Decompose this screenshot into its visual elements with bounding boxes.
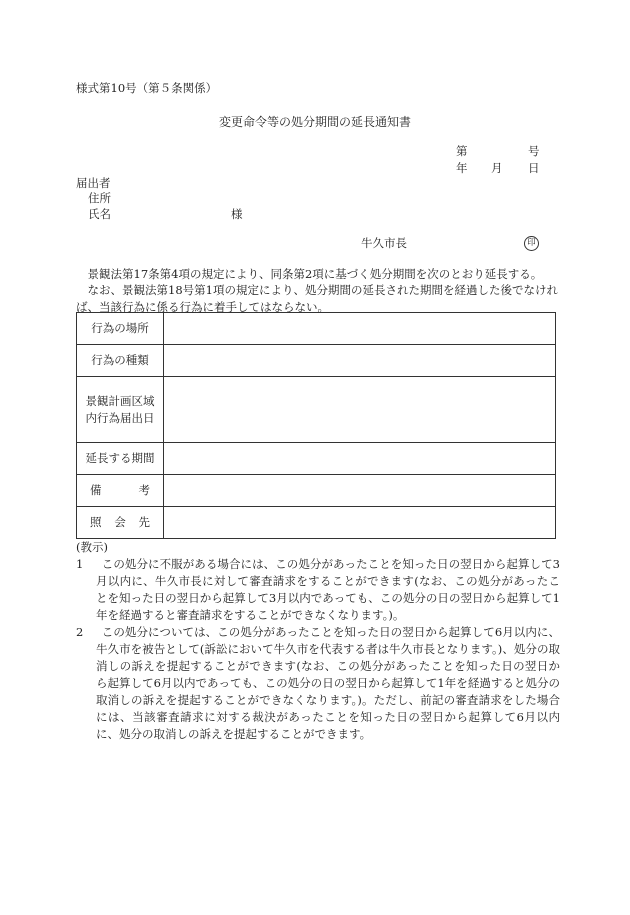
notice-item-1-text: この処分に不服がある場合には、この処分があったことを知った日の翌日から起算して3月以内に、牛久市長に対して審査請求をすることができます(なお、この処分があったことを知った日の翌日から起算して3月以内であっても、この処分の日の翌日から起算して1年を経過すると審査請求をすることができなくなります。)。 bbox=[96, 557, 560, 622]
doc-number-prefix: 第 bbox=[456, 144, 468, 158]
label-action-type: 行為の種類 bbox=[77, 345, 164, 377]
recipient-heading: 届出者 bbox=[76, 176, 111, 190]
table-row bbox=[77, 507, 556, 539]
notice-item-1 bbox=[76, 556, 560, 624]
recipient-name-label: 氏名 bbox=[88, 207, 111, 221]
label-remarks-text: 備考 bbox=[90, 483, 150, 497]
value-notification-date[interactable] bbox=[164, 377, 556, 443]
details-table bbox=[76, 312, 556, 539]
doc-number-suffix: 号 bbox=[528, 144, 540, 158]
table-row bbox=[77, 345, 556, 377]
date-year: 年 bbox=[456, 161, 468, 175]
notice-heading: (教示) bbox=[76, 540, 108, 554]
value-contact[interactable] bbox=[164, 507, 556, 539]
table-row bbox=[77, 475, 556, 507]
issuer-title: 牛久市長 bbox=[361, 236, 407, 250]
label-extension-period: 延長する期間 bbox=[77, 443, 164, 475]
notice-item-2-number: 2 bbox=[76, 625, 84, 639]
body-paragraph-1: 景観法第17条第4項の規定により、同条第2項に基づく処分期間を次のとおり延長する。 bbox=[87, 267, 543, 281]
document-title: 変更命令等の処分期間の延長通知書 bbox=[219, 115, 412, 129]
notice-item-2 bbox=[76, 624, 560, 743]
recipient-address-label: 住所 bbox=[88, 191, 111, 205]
recipient-honorific: 様 bbox=[231, 207, 243, 221]
notice-item-2-text: この処分については、この処分があったことを知った日の翌日から起算して6月以内に、牛久市を被告として(訴訟において牛久市を代表する者は牛久市長となります。)、処分の取消しの訴えを提起することができます(なお、この処分があったことを知った日の翌日から起算して6月以内であっても、この処分の日の翌日から起算して1年を経過すると処分の取消しの訴えを提起することができなくなります。)。ただし、前記の審査請求をした場合には、当該審査請求に対する裁決があったことを知った日の翌日から起算して6月以内に、処分の取消しの訴えを提起することができます。 bbox=[96, 625, 560, 741]
label-location: 行為の場所 bbox=[77, 313, 164, 345]
table-row bbox=[77, 377, 556, 443]
label-notification-date-line2: 内行為届出日 bbox=[85, 410, 155, 425]
label-notification-date-line1: 景観計画区域 bbox=[85, 393, 155, 408]
form-number: 様式第10号（第５条関係） bbox=[76, 81, 218, 95]
seal-mark: 印 bbox=[524, 236, 539, 251]
table-row bbox=[77, 443, 556, 475]
value-location[interactable] bbox=[164, 313, 556, 345]
date-month: 月 bbox=[491, 161, 503, 175]
body-paragraph-2: なお、景観法第18号第1項の規定により、処分期間の延長された期間を経過した後でなければ、当該行為に係る行為に着手してはならない。 bbox=[76, 283, 558, 314]
value-remarks[interactable] bbox=[164, 475, 556, 507]
notice-item-1-number: 1 bbox=[76, 557, 84, 571]
label-remarks bbox=[77, 475, 164, 507]
date-day: 日 bbox=[528, 161, 540, 175]
label-notification-date bbox=[77, 377, 164, 443]
value-extension-period[interactable] bbox=[164, 443, 556, 475]
label-contact bbox=[77, 507, 164, 539]
label-contact-text: 照会先 bbox=[90, 515, 150, 529]
table-row bbox=[77, 313, 556, 345]
value-action-type[interactable] bbox=[164, 345, 556, 377]
